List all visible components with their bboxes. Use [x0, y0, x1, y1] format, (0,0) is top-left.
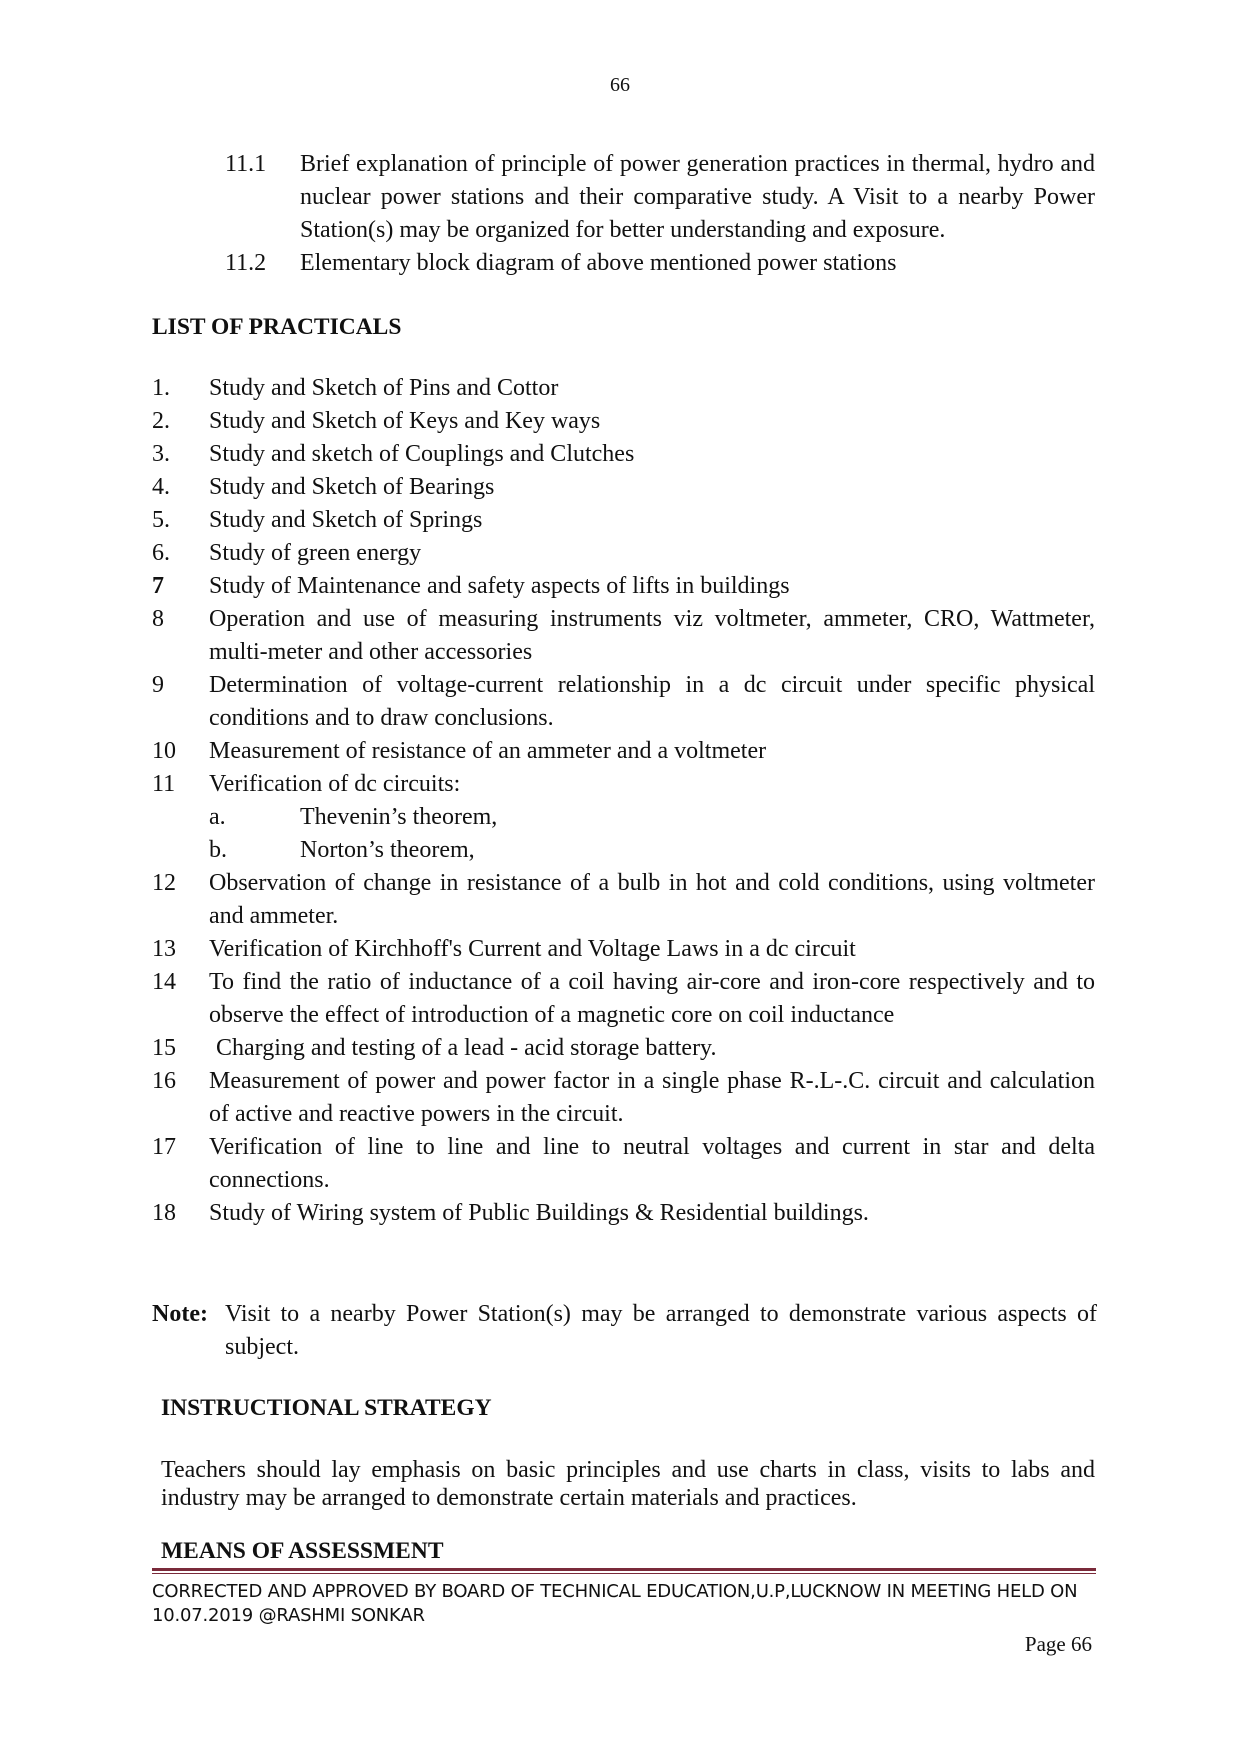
strategy-text: Teachers should lay emphasis on basic principles and use charts in class, visits to labs and industry may be arranged to demonstrate certain materials and practices.: [161, 1457, 1095, 1511]
list-item: [152, 1032, 1095, 1065]
item-text: Verification of Kirchhoff's Current and Voltage Laws in a dc circuit: [209, 936, 856, 962]
footer-rule: [152, 1568, 1096, 1571]
item-text: Study and Sketch of Springs: [209, 507, 483, 533]
item-number: 1.: [152, 375, 170, 401]
item-number: 9: [152, 672, 164, 698]
item-text: Study and sketch of Couplings and Clutches: [209, 441, 635, 467]
list-item: [225, 148, 1095, 247]
list-item: [152, 1197, 1095, 1230]
list-item: [152, 768, 1095, 867]
sub-option: [209, 801, 1095, 834]
item-number: 18: [152, 1200, 176, 1226]
list-item: [152, 1065, 1095, 1131]
item-text: Verification of line to line and line to neutral voltages and current in star and delta connections.: [209, 1134, 1095, 1193]
item-body: [209, 768, 1095, 867]
strategy-heading: INSTRUCTIONAL STRATEGY: [161, 1395, 492, 1421]
option-text: Norton’s theorem,: [300, 837, 475, 863]
item-number: 15: [152, 1035, 176, 1061]
list-item: [225, 247, 1095, 280]
list-item: [152, 537, 1095, 570]
item-text: Operation and use of measuring instruments viz voltmeter, ammeter, CRO, Wattmeter, multi-meter and other accessories: [209, 606, 1095, 665]
item-text: Study of Wiring system of Public Buildings & Residential buildings.: [209, 1200, 869, 1226]
item-number: 12: [152, 870, 176, 896]
list-item: [152, 471, 1095, 504]
item-number: 2.: [152, 408, 170, 434]
footer-page-number: Page 66: [1024, 1632, 1092, 1656]
item-number: 13: [152, 936, 176, 962]
list-item: [152, 438, 1095, 471]
option-letter: b.: [209, 837, 227, 863]
item-text: Brief explanation of principle of power generation practices in thermal, hydro and nuclear power stations and their comparative study. A Visit to a nearby Power Station(s) may be organized for better understanding and exposure.: [300, 151, 1095, 243]
item-text: To find the ratio of inductance of a coil having air-core and iron-core respectively and to observe the effect of introduction of a magnetic core on coil inductance: [209, 969, 1095, 1028]
item-number: 7: [152, 573, 164, 599]
item-number: 6.: [152, 540, 170, 566]
item-number: 11.1: [225, 151, 267, 177]
list-item: [152, 372, 1095, 405]
item-text: Study and Sketch of Bearings: [209, 474, 495, 500]
footer-text: CORRECTED AND APPROVED BY BOARD OF TECHNICAL EDUCATION,U.P,LUCKNOW IN MEETING HELD ON 10.07.2019 @RASHMI SONKAR: [152, 1581, 1078, 1626]
practicals-list: [152, 372, 1095, 1230]
item-number: 10: [152, 738, 176, 764]
page-number: 66: [610, 74, 630, 96]
item-text: Elementary block diagram of above mentioned power stations: [300, 250, 897, 276]
item-text: Measurement of resistance of an ammeter and a voltmeter: [209, 738, 767, 764]
list-item: [152, 966, 1095, 1032]
footer-rule-thin: [152, 1573, 1096, 1574]
list-item: [152, 603, 1095, 669]
list-item: [152, 933, 1095, 966]
item-number: 8: [152, 606, 164, 632]
item-number: 5.: [152, 507, 170, 533]
item-text: Charging and testing of a lead - acid storage battery.: [216, 1035, 717, 1061]
practicals-heading: LIST OF PRACTICALS: [152, 314, 402, 340]
item-text: Measurement of power and power factor in a single phase R-.L-.C. circuit and calculation of active and reactive powers in the circuit.: [209, 1068, 1095, 1127]
sub-option: [209, 834, 1095, 867]
item-number: 3.: [152, 441, 170, 467]
list-item: [152, 867, 1095, 933]
item-number: 11.2: [225, 250, 267, 276]
item-text: Observation of change in resistance of a bulb in hot and cold conditions, using voltmeter and ammeter.: [209, 870, 1095, 929]
subtopic-list: [225, 148, 1095, 280]
item-text: Study of green energy: [209, 540, 422, 566]
option-text: Thevenin’s theorem,: [300, 804, 498, 830]
list-item: [152, 735, 1095, 768]
item-text: Verification of dc circuits:: [209, 771, 461, 797]
assessment-heading: MEANS OF ASSESSMENT: [161, 1538, 444, 1564]
item-text: Study and Sketch of Keys and Key ways: [209, 408, 601, 434]
note: [152, 1298, 1097, 1364]
option-letter: a.: [209, 804, 226, 830]
list-item: [152, 504, 1095, 537]
item-number: 11: [152, 771, 176, 797]
list-item: [152, 1131, 1095, 1197]
list-item: [152, 405, 1095, 438]
item-text: Determination of voltage-current relationship in a dc circuit under specific physical conditions and to draw conclusions.: [209, 672, 1095, 731]
item-number: 16: [152, 1068, 176, 1094]
item-text: Study and Sketch of Pins and Cottor: [209, 375, 559, 401]
item-number: 4.: [152, 474, 170, 500]
item-number: 17: [152, 1134, 176, 1160]
item-text: Study of Maintenance and safety aspects of lifts in buildings: [209, 573, 790, 599]
list-item: [152, 570, 1095, 603]
note-label: Note:: [152, 1301, 208, 1327]
item-number: 14: [152, 969, 176, 995]
note-text: Visit to a nearby Power Station(s) may be arranged to demonstrate various aspects of subject.: [225, 1301, 1097, 1360]
list-item: [152, 669, 1095, 735]
